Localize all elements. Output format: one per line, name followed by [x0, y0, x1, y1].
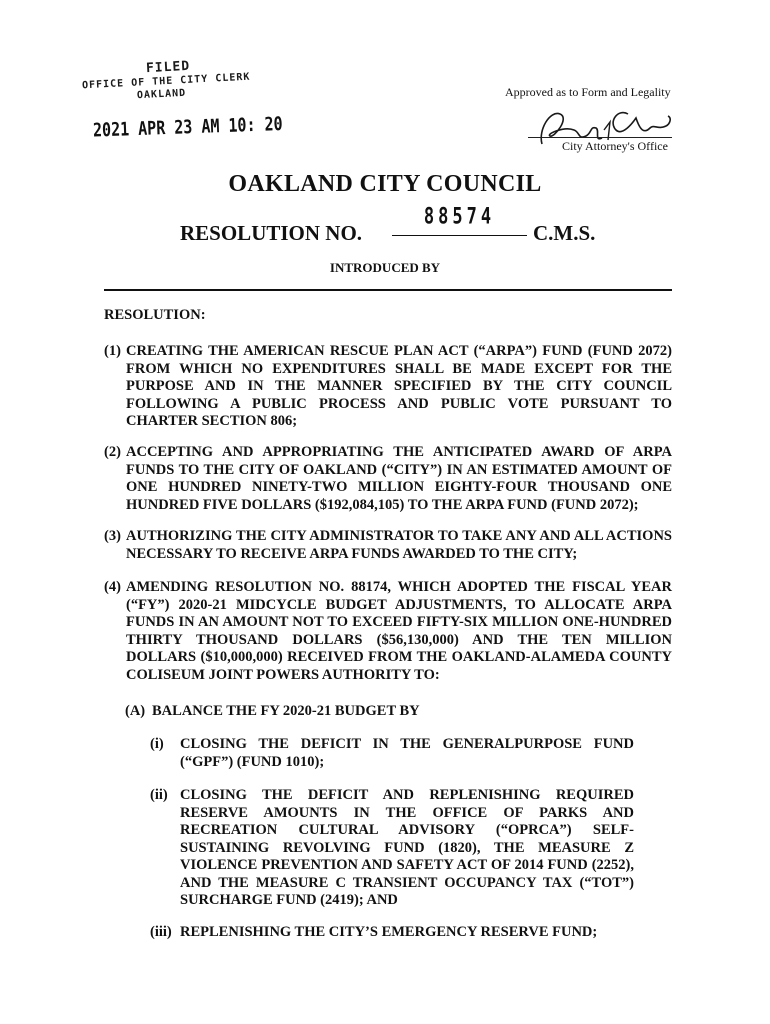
- item-marker: (1): [104, 343, 121, 359]
- resolution-heading: RESOLUTION:: [104, 307, 206, 323]
- sub-item-marker: (A): [125, 703, 146, 719]
- sub-sub-item-text: CLOSING THE DEFICIT IN THE GENERALPURPOSE FUND (“GPF”) (FUND 1010);: [180, 736, 634, 770]
- resolution-item-1: [104, 343, 672, 431]
- item-text: AUTHORIZING THE CITY ADMINISTRATOR TO TAKE ANY AND ALL ACTIONS NECESSARY TO RECEIVE ARPA FUNDS AWARDED TO THE CITY;: [126, 528, 672, 562]
- divider: [104, 289, 672, 291]
- sub-item-text: BALANCE THE FY 2020-21 BUDGET BY: [152, 703, 420, 719]
- council-title: OAKLAND CITY COUNCIL: [228, 171, 542, 197]
- signature-line: [528, 137, 672, 138]
- sub-item-a: [125, 703, 420, 721]
- sub-sub-item-text: REPLENISHING THE CITY’S EMERGENCY RESERVE FUND;: [180, 924, 598, 940]
- resolution-number: 88574: [423, 204, 496, 230]
- cms-label: C.M.S.: [533, 221, 596, 245]
- resolution-item-2: [104, 444, 672, 514]
- sub-sub-item-text: CLOSING THE DEFICIT AND REPLENISHING REQUIRED RESERVE AMOUNTS IN THE OFFICE OF PARKS AND RECREATION CULTURAL ADVISORY (“OPRCA”) SELF-SUSTAINING REVOLVING FUND (1820), THE MEASURE Z VIOLENCE PREVENTION AND SAFETY ACT OF 2014 FUND (2252), AND THE MEASURE C TRANSIENT OCCUPANCY TAX (“TOT”) SURCHARGE FUND (2419); AND: [180, 787, 634, 908]
- sub-sub-item-marker: (i): [150, 736, 164, 752]
- item-text: ACCEPTING AND APPROPRIATING THE ANTICIPATED AWARD OF ARPA FUNDS TO THE CITY OF OAKLAND (“CITY”) IN AN ESTIMATED AMOUNT OF ONE HUNDRED NINETY-TWO MILLION EIGHTY-FOUR THOUSAND ONE HUNDRED FIVE DOLLARS ($192,084,105) TO THE ARPA FUND (FUND 2072);: [126, 444, 672, 513]
- filed-stamp-date: 2021 APR 23 AM 10: 20: [92, 112, 283, 142]
- resolution-number-field: [392, 205, 527, 236]
- filed-stamp-city: OAKLAND: [136, 87, 187, 102]
- item-text: CREATING THE AMERICAN RESCUE PLAN ACT (“ARPA”) FUND (FUND 2072) FROM WHICH NO EXPENDITURES SHALL BE MADE EXCEPT FOR THE PURPOSE AND IN THE MANNER SPECIFIED BY THE CITY COUNCIL FOLLOWING A PUBLIC PROCESS AND PUBLIC VOTE PURSUANT TO CHARTER SECTION 806;: [126, 343, 672, 429]
- resolution-item-3: [104, 528, 672, 563]
- item-marker: (2): [104, 444, 121, 460]
- resolution-label: RESOLUTION NO.: [180, 221, 363, 245]
- item-marker: (4): [104, 579, 121, 595]
- resolution-item-4: [104, 579, 672, 684]
- attorney-office: City Attorney's Office: [562, 139, 668, 153]
- filed-stamp-office: OFFICE OF THE CITY CLERK: [81, 71, 251, 92]
- sub-sub-item-iii: [150, 924, 634, 942]
- sub-sub-item-i: [150, 736, 634, 771]
- sub-sub-item-marker: (iii): [150, 924, 172, 940]
- sub-sub-item-ii: [150, 787, 634, 910]
- item-text: AMENDING RESOLUTION NO. 88174, WHICH ADOPTED THE FISCAL YEAR (“FY”) 2020-21 MIDCYCLE BUDGET ADJUSTMENTS, TO ALLOCATE ARPA FUNDS IN AN AMOUNT NOT TO EXCEED FIFTY-SIX MILLION ONE-HUNDRED THIRTY THOUSAND DOLLARS ($56,130,000) AND THE TEN MILLION DOLLARS ($10,000,000) RECEIVED FROM THE OAKLAND-ALAMEDA COUNTY COLISEUM JOINT POWERS AUTHORITY TO:: [126, 579, 672, 683]
- sub-sub-item-marker: (ii): [150, 787, 168, 803]
- item-marker: (3): [104, 528, 121, 544]
- filed-stamp-title: FILED: [145, 58, 191, 77]
- introduced-by: INTRODUCED BY: [329, 260, 441, 275]
- approval-text: Approved as to Form and Legality: [505, 85, 671, 99]
